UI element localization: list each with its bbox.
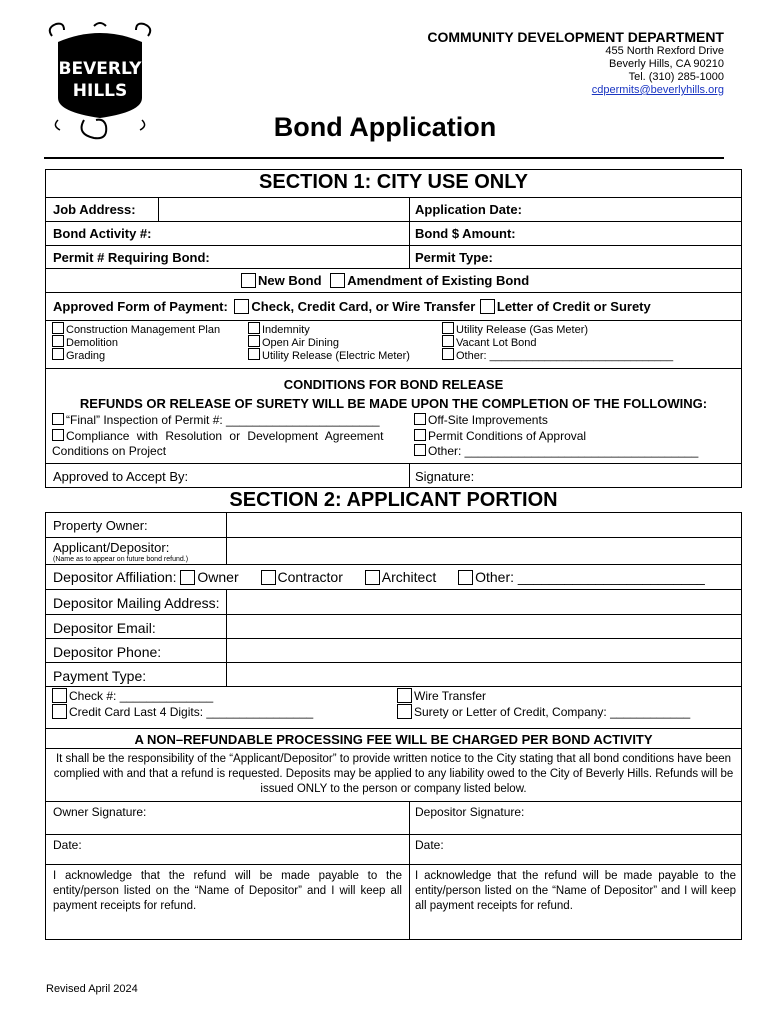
compliance-checkbox[interactable] [52, 429, 64, 441]
signature-label: Signature: [415, 469, 475, 484]
department-name: COMMUNITY DEVELOPMENT DEPARTMENT [427, 29, 724, 45]
wire-label: Wire Transfer [414, 689, 487, 703]
owner-label: Owner [197, 569, 239, 585]
applicant-depositor-label: Applicant/Depositor: [53, 540, 170, 555]
architect-label: Architect [381, 569, 437, 585]
payment-type-label: Payment Type: [53, 668, 147, 684]
offsite-label: Off-Site Improvements [428, 413, 548, 427]
applicant-note: (Name as to appear on future bond refund.) [53, 556, 189, 563]
other-condition-label: Other: ___________________________________ [428, 444, 699, 458]
bond-type-checkbox[interactable] [52, 335, 64, 347]
bond-type-label: Vacant Lot Bond [456, 337, 537, 349]
bond-type-label: Utility Release (Electric Meter) [262, 350, 410, 362]
new-bond-checkbox[interactable] [241, 273, 256, 288]
bond-type-label: Demolition [66, 337, 118, 349]
bond-amount-label: Bond $ Amount: [415, 226, 516, 241]
property-owner-field[interactable] [227, 513, 741, 536]
date-right-label: Date: [415, 838, 444, 852]
permit-conditions-label: Permit Conditions of Approval [428, 429, 587, 443]
mailing-address-label: Depositor Mailing Address: [53, 595, 220, 611]
bond-type-label: Other: ______________________________ [456, 350, 674, 362]
conditions-subheading: REFUNDS OR RELEASE OF SURETY WILL BE MADE UPON THE COMPLETION OF THE FOLLOWING: [79, 396, 708, 411]
final-inspection-label: “Final” Inspection of Permit #: _______________________ [66, 413, 380, 427]
department-email-link[interactable]: cdpermits@beverlyhills.org [591, 84, 724, 96]
permit-type-label: Permit Type: [415, 250, 493, 265]
department-header [427, 29, 724, 97]
other-condition-checkbox[interactable] [414, 444, 426, 456]
amendment-label: Amendment of Existing Bond [347, 273, 530, 288]
compliance-label: Compliance with Resolution or Development Agreement [66, 429, 384, 443]
bond-activity-label: Bond Activity #: [53, 226, 152, 241]
logo-line1: BEVERLY [58, 59, 142, 79]
mailing-address-field[interactable] [227, 590, 741, 613]
surety-checkbox[interactable] [397, 704, 412, 719]
owner-signature-label: Owner Signature: [53, 805, 147, 819]
offsite-checkbox[interactable] [414, 413, 426, 425]
amendment-checkbox[interactable] [330, 273, 345, 288]
email-label: Depositor Email: [53, 620, 156, 636]
permit-conditions-checkbox[interactable] [414, 429, 426, 441]
bond-type-checkbox[interactable] [248, 335, 260, 347]
conditions-heading: CONDITIONS FOR BOND RELEASE [283, 377, 504, 392]
check-label: Check #: ______________ [69, 689, 214, 703]
new-bond-label: New Bond [258, 273, 322, 288]
approved-to-accept-label: Approved to Accept By: [53, 469, 189, 484]
acknowledgement-right: I acknowledge that the refund will be made payable to the entity/person listed on the “Name of Depositor” and I will keep all payment receipts for refund. [415, 870, 736, 912]
contractor-label: Contractor [277, 569, 343, 585]
letter-surety-checkbox[interactable] [480, 299, 495, 314]
revision-footer: Revised April 2024 [46, 983, 138, 995]
bond-type-checkbox[interactable] [442, 348, 454, 360]
bond-type-label: Indemnity [262, 324, 310, 336]
fee-heading: A NON–REFUNDABLE PROCESSING FEE WILL BE CHARGED PER BOND ACTIVITY [134, 732, 653, 747]
date-left-label: Date: [53, 838, 82, 852]
approved-form-label: Approved Form of Payment: [53, 299, 228, 314]
job-address-field[interactable] [159, 198, 408, 220]
bond-type-checkbox[interactable] [442, 335, 454, 347]
title-divider [44, 157, 724, 159]
owner-checkbox[interactable] [180, 570, 195, 585]
department-city: Beverly Hills, CA 90210 [609, 58, 724, 70]
other-affiliation-label: Other: ________________________ [475, 569, 705, 585]
surety-label: Surety or Letter of Credit, Company: ____________ [414, 705, 691, 719]
bond-type-label: Grading [66, 350, 106, 362]
section2-heading: SECTION 2: APPLICANT PORTION [229, 489, 558, 511]
email-field[interactable] [227, 615, 741, 637]
credit-card-label: Credit Card Last 4 Digits: ________________ [69, 705, 314, 719]
check-card-wire-label: Check, Credit Card, or Wire Transfer [251, 299, 476, 314]
other-affiliation-checkbox[interactable] [458, 570, 473, 585]
letter-surety-label: Letter of Credit or Surety [496, 299, 651, 314]
phone-label: Depositor Phone: [53, 644, 162, 660]
contractor-checkbox[interactable] [261, 570, 276, 585]
bond-type-label: Utility Release (Gas Meter) [456, 324, 589, 336]
acknowledgement-left: I acknowledge that the refund will be made payable to the entity/person listed on the “Name of Depositor” and I will keep all payment receipts for refund. [53, 870, 402, 912]
logo-line2: HILLS [72, 81, 128, 101]
bond-type-label: Construction Management Plan [66, 324, 221, 336]
applicant-depositor-field[interactable] [227, 538, 741, 563]
permit-requiring-label: Permit # Requiring Bond: [53, 250, 210, 265]
job-address-label: Job Address: [53, 202, 136, 217]
page-title: Bond Application [273, 112, 497, 142]
depositor-signature-label: Depositor Signature: [415, 805, 525, 819]
check-checkbox[interactable] [52, 688, 67, 703]
bond-type-checkbox[interactable] [52, 322, 64, 334]
phone-field[interactable] [227, 639, 741, 661]
credit-card-checkbox[interactable] [52, 704, 67, 719]
section1-heading: SECTION 1: CITY USE ONLY [259, 171, 528, 193]
final-inspection-checkbox[interactable] [52, 413, 64, 425]
bond-type-checkbox[interactable] [442, 322, 454, 334]
bond-type-label: Open Air Dining [262, 337, 340, 349]
department-phone: Tel. (310) 285-1000 [628, 71, 724, 83]
property-owner-label: Property Owner: [53, 518, 148, 533]
bond-type-checkbox[interactable] [52, 348, 64, 360]
department-address: 455 North Rexford Drive [605, 45, 724, 57]
architect-checkbox[interactable] [365, 570, 380, 585]
bond-type-checkbox[interactable] [248, 348, 260, 360]
wire-checkbox[interactable] [397, 688, 412, 703]
bond-type-checkbox[interactable] [248, 322, 260, 334]
conditions-on-project-label: Conditions on Project [52, 444, 167, 458]
fee-text: It shall be the responsibility of the “Applicant/Depositor” to provide written notice to the City stating that all bond conditions have been complied with and that a refund is requested. Deposits may be applied to any liability owed to the City of Beverly Hills. Refunds will be issued ONLY to the person or company listed below. [53, 753, 734, 795]
application-date-label: Application Date: [415, 202, 522, 217]
depositor-affiliation-label: Depositor Affiliation: [53, 569, 177, 585]
check-card-wire-checkbox[interactable] [234, 299, 249, 314]
